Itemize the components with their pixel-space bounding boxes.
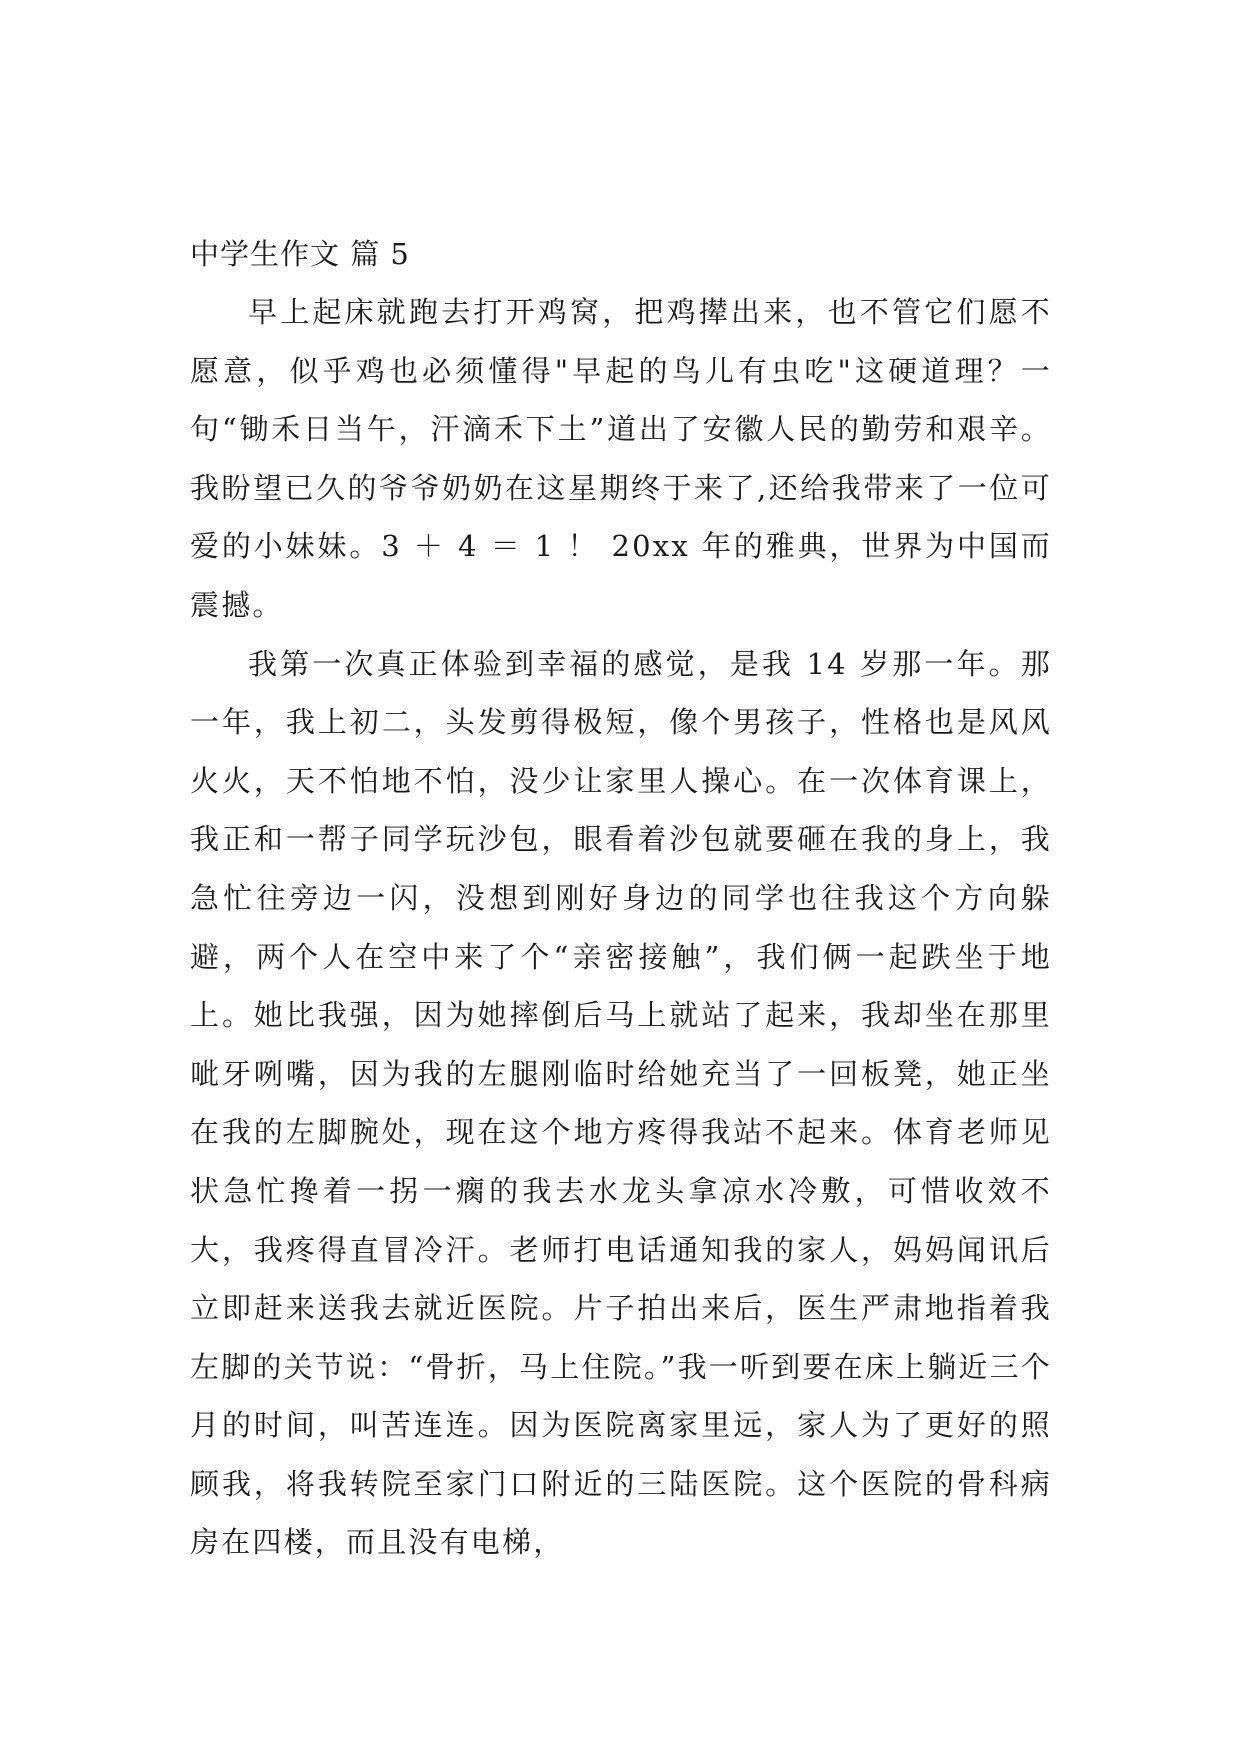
document-page (190, 225, 1052, 1572)
paragraph-1: 早上起床就跑去打开鸡窝，把鸡撵出来，也不管它们愿不愿意，似乎鸡也必须懂得"早起的鸟儿有虫吃"这硬道理？一句“锄禾日当午，汗滴禾下土”道出了安徽人民的勤劳和艰辛。我盼望已久的爷爷奶奶在这星期终于来了,还给我带来了一位可爱的小妹妹。3 ＋ 4 ＝ 1 ！ 20xx 年的雅典，世界为中国而震撼。 (190, 295, 1052, 622)
paragraph-2: 我第一次真正体验到幸福的感觉，是我 14 岁那一年。那一年，我上初二，头发剪得极短，像个男孩子，性格也是风风火火，天不怕地不怕，没少让家里人操心。在一次体育课上，我正和一帮子同学玩沙包，眼看着沙包就要砸在我的身上，我急忙往旁边一闪，没想到刚好身边的同学也往我这个方向躲避，两个人在空中来了个“亲密接触”，我们俩一起跌坐于地上。她比我强，因为她摔倒后马上就站了起来，我却坐在那里呲牙咧嘴，因为我的左腿刚临时给她充当了一回板凳，她正坐在我的左脚腕处，现在这个地方疼得我站不起来。体育老师见状急忙搀着一拐一瘸的我去水龙头拿凉水冷敷，可惜收效不大，我疼得直冒冷汗。老师打电话通知我的家人，妈妈闻讯后立即赶来送我去就近医院。片子拍出来后，医生严肃地指着我左脚的关节说：“骨折，马上住院。”我一听到要在床上躺近三个月的时间，叫苦连连。因为医院离家里远，家人为了更好的照顾我，将我转院至家门口附近的三陆医院。这个医院的骨科病房在四楼，而且没有电梯， (190, 646, 1052, 1560)
essay-title: 中学生作文 篇 5 (190, 237, 410, 271)
